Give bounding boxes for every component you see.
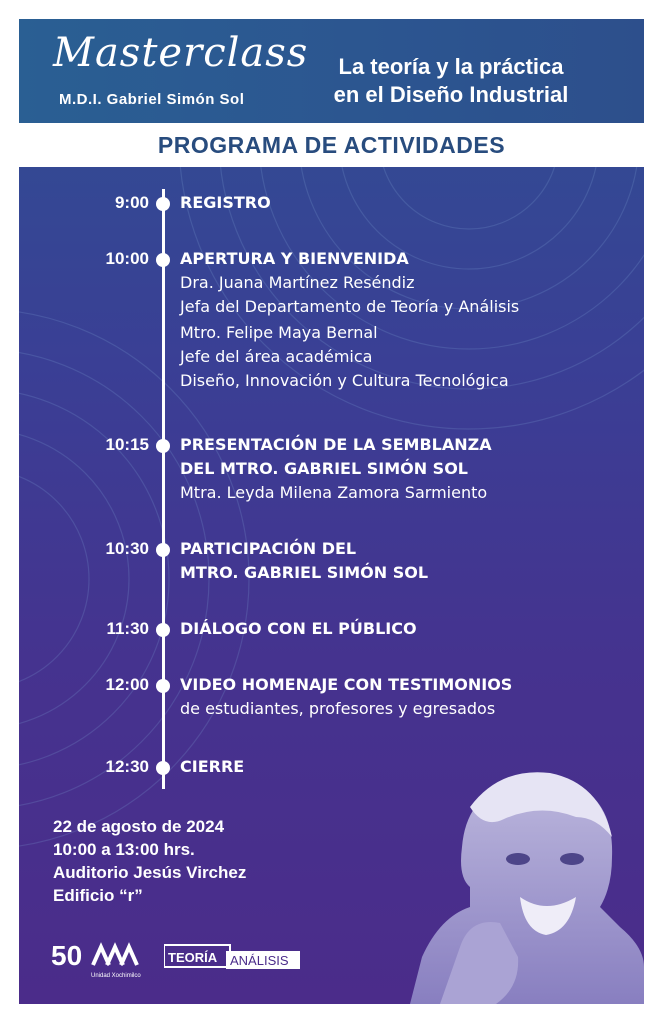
uam-50-logo xyxy=(51,935,143,979)
activity-heading: DIÁLOGO CON EL PÚBLICO xyxy=(180,619,417,638)
event-building: Edificio “r” xyxy=(53,886,143,905)
activity-heading: REGISTRO xyxy=(180,193,271,212)
timeline-dot xyxy=(156,253,170,267)
schedule-activity xyxy=(180,433,620,505)
teoria-analisis-logo xyxy=(164,943,304,971)
activity-heading: PRESENTACIÓN DE LA SEMBLANZA xyxy=(180,435,492,454)
masterclass-title: Masterclass xyxy=(53,30,309,76)
schedule-time: 9:00 xyxy=(114,193,149,212)
activity-heading: APERTURA Y BIENVENIDA xyxy=(180,249,409,268)
activity-heading: CIERRE xyxy=(180,757,245,776)
activity-heading: PARTICIPACIÓN DEL xyxy=(180,539,357,558)
logo-analisis-text: ANÁLISIS xyxy=(230,953,289,968)
event-venue: Auditorio Jesús Virchez xyxy=(53,863,247,882)
logo-teoria-text: TEORÍA xyxy=(168,950,218,965)
activity-heading: VIDEO HOMENAJE CON TESTIMONIOS xyxy=(180,675,513,694)
speaker-portrait xyxy=(400,747,644,1004)
schedule-time: 10:00 xyxy=(105,249,149,268)
timeline-line xyxy=(162,189,165,789)
activity-detail: Mtro. Felipe Maya Bernal xyxy=(180,323,378,342)
schedule-time: 10:30 xyxy=(105,539,149,558)
activity-detail: Jefa del Departamento de Teoría y Análisis xyxy=(180,297,520,316)
speaker-name: M.D.I. Gabriel Simón Sol xyxy=(59,91,245,108)
schedule-time: 12:00 xyxy=(105,675,149,694)
schedule-time: 11:30 xyxy=(106,619,149,638)
timeline-dot xyxy=(156,679,170,693)
schedule-activity xyxy=(180,673,620,721)
timeline-dot xyxy=(156,439,170,453)
event-title-line2: en el Diseño Industrial xyxy=(333,82,569,107)
activity-heading: DEL MTRO. GABRIEL SIMÓN SOL xyxy=(180,459,468,478)
uam-caption: Unidad Xochimilco xyxy=(91,973,141,979)
schedule-activity xyxy=(180,617,620,641)
activity-heading: MTRO. GABRIEL SIMÓN SOL xyxy=(180,563,429,582)
event-title xyxy=(281,53,621,109)
program-title: PROGRAMA DE ACTIVIDADES xyxy=(157,132,506,158)
event-date: 22 de agosto de 2024 xyxy=(53,817,225,836)
uam-50-number: 50 xyxy=(51,940,83,971)
activity-detail: de estudiantes, profesores y egresados xyxy=(180,699,496,718)
schedule-activity xyxy=(180,537,620,585)
schedule-time: 10:15 xyxy=(105,435,149,454)
activity-detail: Mtra. Leyda Milena Zamora Sarmiento xyxy=(180,483,488,502)
activity-detail: Dra. Juana Martínez Reséndiz xyxy=(180,273,415,292)
event-title-line1: La teoría y la práctica xyxy=(338,54,564,79)
event-hours: 10:00 a 13:00 hrs. xyxy=(53,840,195,859)
poster xyxy=(19,19,644,1004)
schedule-time: 12:30 xyxy=(105,757,149,776)
activity-detail: Diseño, Innovación y Cultura Tecnológica xyxy=(180,371,509,390)
timeline-dot xyxy=(156,761,170,775)
timeline-dot xyxy=(156,197,170,211)
activity-detail: Jefe del área académica xyxy=(180,347,373,366)
schedule-activity xyxy=(180,247,620,393)
timeline-dot xyxy=(156,623,170,637)
event-info xyxy=(53,815,353,907)
schedule-activity xyxy=(180,191,620,215)
timeline-dot xyxy=(156,543,170,557)
